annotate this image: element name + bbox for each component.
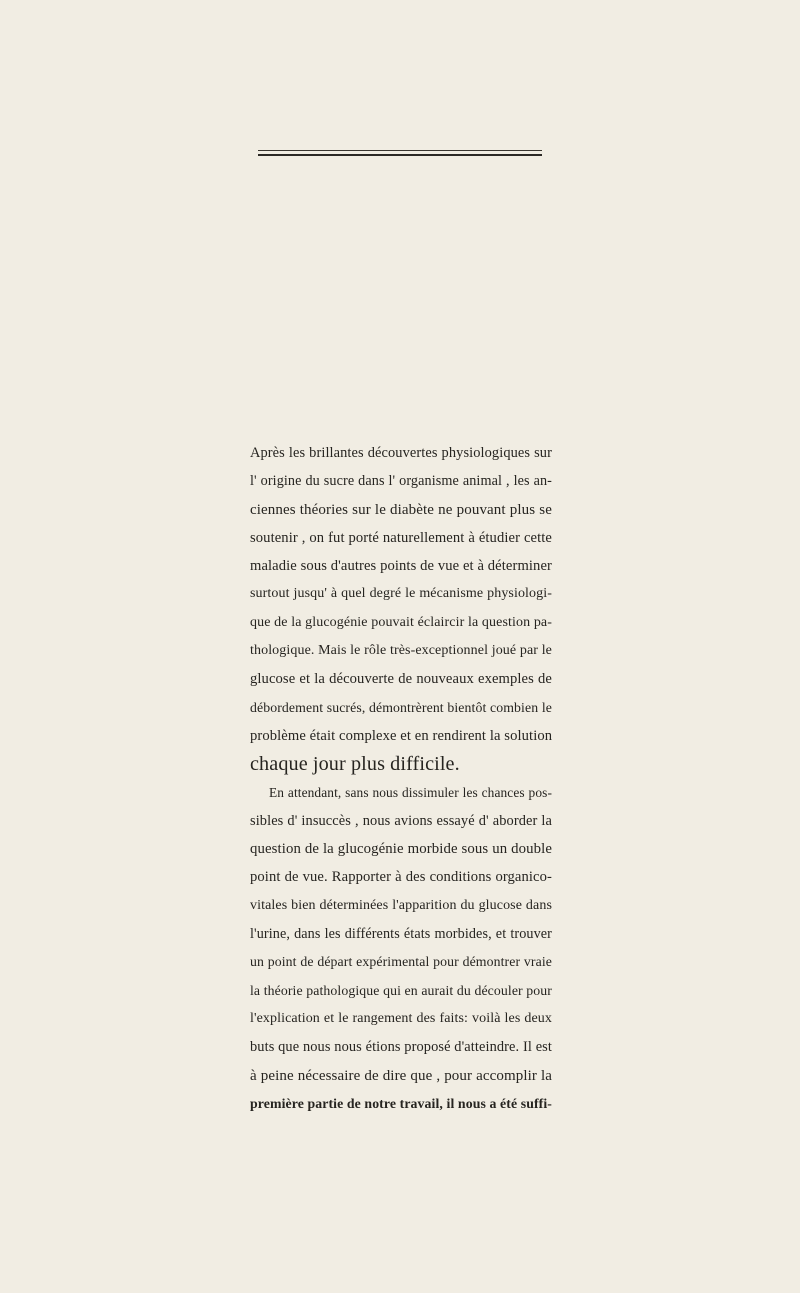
body-text [250,439,552,1118]
text-line: chaque jour plus difficile. [250,753,460,776]
text-line: maladie sous d'autres points de vue et à déterminer [250,558,552,575]
text-line: sibles d' insuccès , nous avions essayé d' aborder la [250,812,552,829]
header-rule-thick-line [258,154,542,156]
text-line: vitales bien déterminées l'apparition du glucose dans [250,897,552,913]
text-line: soutenir , on fut porté naturellement à étudier cette [250,529,552,546]
text-line: problème était complexe et en rendirent la solution [250,727,553,744]
text-line: la théorie pathologique qui en aurait du découler pour [250,982,552,998]
text-line: surtout jusqu' à quel degré le mécanisme physiologi- [250,586,552,602]
text-line: En attendant, sans nous dissimuler les chances pos- [269,784,552,800]
text-line: un point de départ expérimental pour démontrer vraie [250,954,552,970]
text-line: débordement sucrés, démontrèrent bientôt combien le [250,699,552,715]
text-line: thologique. Mais le rôle très-exceptionnel joué par le [250,643,552,659]
text-line: première partie de notre travail, il nous a été suffi- [250,1095,552,1111]
text-line: question de la glucogénie morbide sous un double [250,841,552,858]
text-line: buts que nous nous étions proposé d'atteindre. Il est [250,1039,552,1056]
text-line: point de vue. Rapporter à des conditions organico- [250,869,552,886]
header-double-rule [258,150,542,156]
text-line: Après les brillantes découvertes physiologiques sur [250,445,552,461]
text-line: glucose et la découverte de nouveaux exemples de [250,671,552,688]
text-line: que de la glucogénie pouvait éclaircir la question pa- [250,614,552,630]
text-line: l' origine du sucre dans l' organisme animal , les an- [250,473,552,490]
text-line: ciennes théories sur le diabète ne pouvant plus se [250,501,552,518]
header-rule-thin-line [258,150,542,151]
text-line: l'explication et le rangement des faits: voilà les deux [250,1010,552,1026]
text-line: l'urine, dans les différents états morbides, et trouver [250,926,552,943]
text-line: à peine nécessaire de dire que , pour accomplir la [250,1067,552,1084]
